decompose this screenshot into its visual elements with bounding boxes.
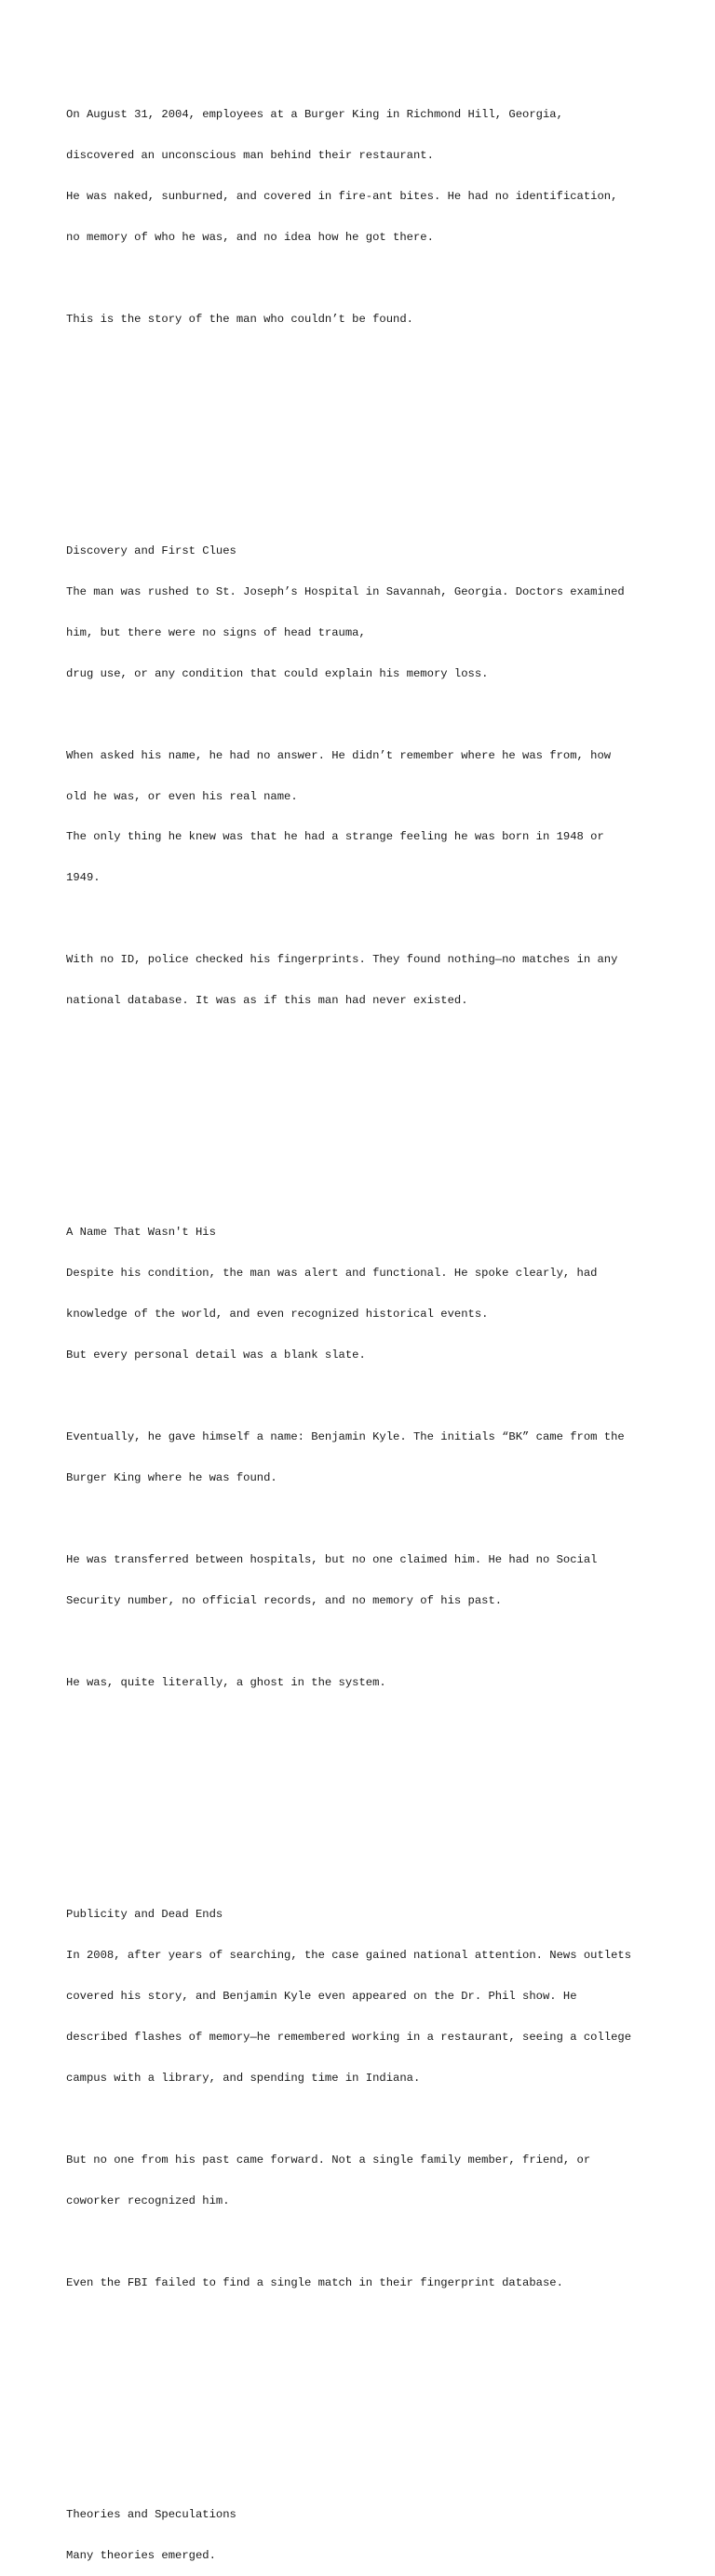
paragraph-line: described flashes of memory—he remembered working in a restaurant, seeing a college <box>66 2030 632 2044</box>
paragraph-line: He was, quite literally, a ghost in the system. <box>66 1675 386 1689</box>
intro-closing: This is the story of the man who couldn’t be found. <box>66 312 413 326</box>
section-heading-discovery: Discovery and First Clues <box>66 543 236 557</box>
paragraph-line: But every personal detail was a blank slate. <box>66 1348 366 1362</box>
paragraph-line: campus with a library, and spending time in Indiana. <box>66 2071 421 2085</box>
paragraph-line: Security number, no official records, and no memory of his past. <box>66 1593 503 1607</box>
paragraph-line: With no ID, police checked his fingerprints. They found nothing—no matches in any <box>66 953 618 967</box>
document-page <box>66 67 671 2576</box>
paragraph-line: Burger King where he was found. <box>66 1471 277 1485</box>
paragraph-line: He was transferred between hospitals, but no one claimed him. He had no Social <box>66 1553 598 1566</box>
paragraph-line: knowledge of the world, and even recognized historical events. <box>66 1308 489 1322</box>
paragraph-line: 1949. <box>66 871 101 885</box>
intro-line: no memory of who he was, and no idea how he got there. <box>66 230 434 244</box>
section-heading-publicity: Publicity and Dead Ends <box>66 1907 223 1921</box>
paragraph-line: national database. It was as if this man had never existed. <box>66 994 468 1008</box>
paragraph-line: Eventually, he gave himself a name: Benjamin Kyle. The initials “BK” came from the <box>66 1430 625 1444</box>
paragraph-line: In 2008, after years of searching, the case gained national attention. News outlets <box>66 1948 632 1962</box>
paragraph-line: Despite his condition, the man was alert and functional. He spoke clearly, had <box>66 1267 598 1281</box>
paragraph-line: old he was, or even his real name. <box>66 789 298 803</box>
paragraph-line: When asked his name, he had no answer. He didn’t remember where he was from, how <box>66 748 612 762</box>
section-heading-name: A Name That Wasn't His <box>66 1226 216 1240</box>
intro-line: On August 31, 2004, employees at a Burger King in Richmond Hill, Georgia, <box>66 107 563 121</box>
section-heading-theories: Theories and Speculations <box>66 2507 236 2521</box>
paragraph-line: drug use, or any condition that could explain his memory loss. <box>66 666 489 680</box>
intro-line: He was naked, sunburned, and covered in fire-ant bites. He had no identification, <box>66 189 618 203</box>
paragraph-line: But no one from his past came forward. Not a single family member, friend, or <box>66 2153 591 2167</box>
paragraph-line: The only thing he knew was that he had a strange feeling he was born in 1948 or <box>66 830 604 844</box>
paragraph-line: covered his story, and Benjamin Kyle even appeared on the Dr. Phil show. He <box>66 1989 577 2003</box>
paragraph-line: Many theories emerged. <box>66 2548 216 2562</box>
paragraph-line: him, but there were no signs of head trauma, <box>66 625 366 639</box>
paragraph-line: Even the FBI failed to find a single match in their fingerprint database. <box>66 2275 563 2289</box>
paragraph-line: coworker recognized him. <box>66 2194 230 2207</box>
paragraph-line: The man was rushed to St. Joseph’s Hospital in Savannah, Georgia. Doctors examined <box>66 584 625 598</box>
intro-line: discovered an unconscious man behind their restaurant. <box>66 148 434 162</box>
